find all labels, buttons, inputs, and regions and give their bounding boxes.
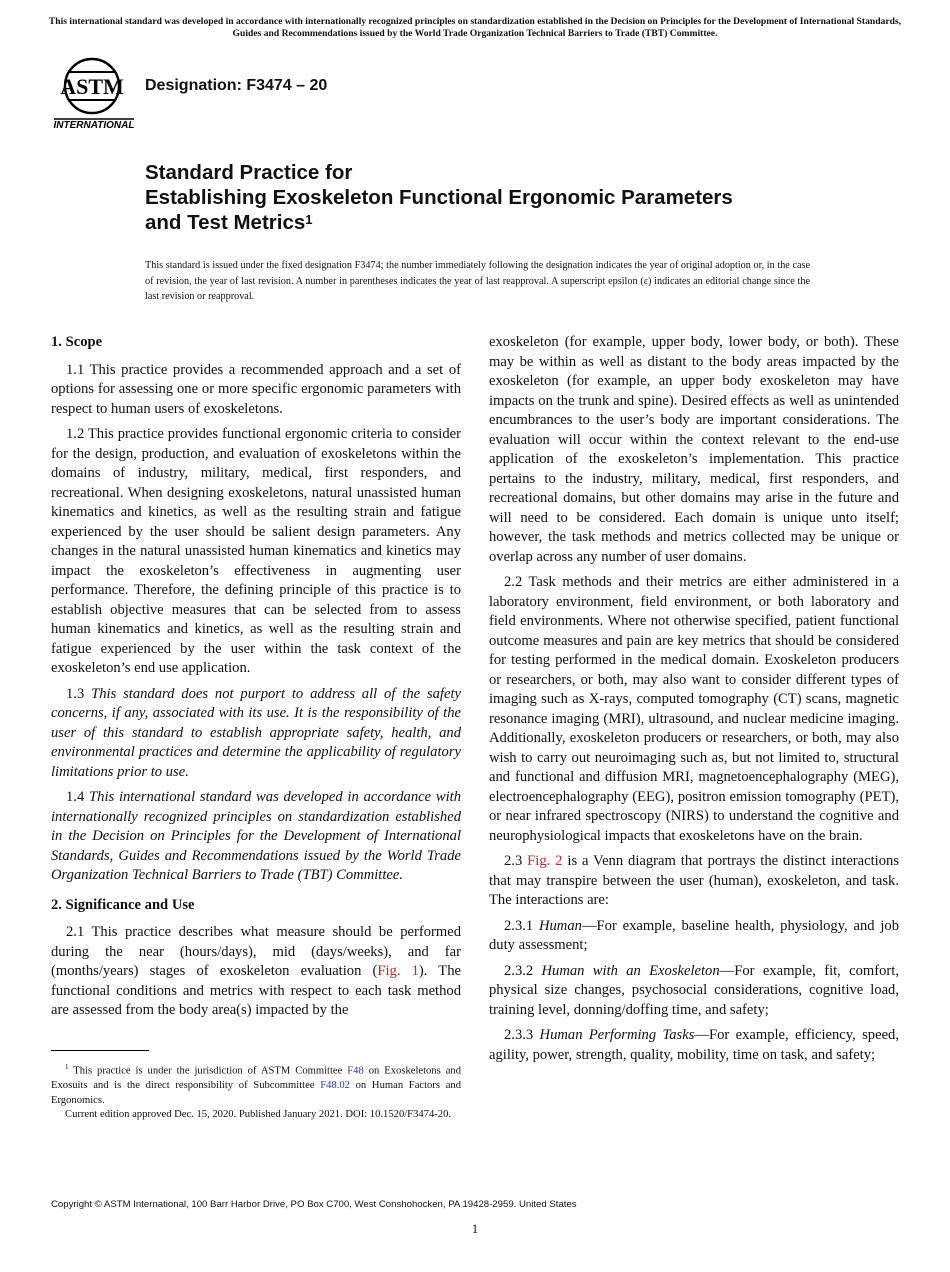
title-line-3: and Test Metrics [145,211,306,234]
para-1-4-number: 1.4 [66,789,85,805]
para-2-3-1 [489,917,899,956]
footnote-text-3: on Human Factors and Ergonomics. [51,1080,461,1106]
para-2-1 [51,923,461,1021]
copyright-notice: Copyright © ASTM International, 100 Barr Harbor Drive, PO Box C700, West Conshohocken, PA 19428-2959. United States [51,1199,577,1210]
para-2-1-text-b: ). The functional conditions and metrics with respect to each task method are assessed from the body area(s) impacted by the [51,963,461,1018]
para-2-3-1-number: 2.3.1 [504,917,539,934]
document-title [145,160,845,235]
footnote-divider [51,1050,149,1051]
footnote-jurisdiction [51,1060,461,1108]
footnote-mark: 1 [65,1063,69,1071]
preamble: This standard is issued under the fixed designation F3474; the number immediately following the designation indicates the year of original adoption or, in the case of revision, the year of last revision. A number in parentheses indicates the year of last reapproval. A superscript epsilon (ε) indicates an editorial change since the last revision or reapproval. [145,260,810,303]
title-line-1: Standard Practice for [145,161,353,184]
para-2-3-1-text: —For example, baseline health, physiology, and job duty assessment; [489,917,899,953]
para-1-3-text: This standard does not purport to address all of the safety concerns, if any, associated with its use. It is the responsibility of the user of this standard to establish appropriate safety, health, and environmental practices and determine the applicability of regulatory limitations prior to use. [51,685,461,780]
para-2-3-3-term: Human Performing Tasks [539,1027,695,1043]
para-2-3-2-term: Human with an Exoskeleton [541,962,720,979]
tbt-banner: This international standard was developed in accordance with internationally recognized principles on standardization established in the Decision on Principles for the Development of International Standards, Guides and Recommendations issued by the World Trade Organization Technical Barriers to Trade (TBT) Committee. [48,16,902,39]
footnote [51,1060,461,1123]
para-2-1-continued: exoskeleton (for example, upper body, lower body, or both). These may be within as well as distant to the body areas impacted by the exoskeleton (for example, an upper body exoskeleton may have impacts on the trunk and spine). Desired effects as well as unintended encumbrances to the user’s body are important considerations. The evaluation will occur within the context relevant to the end-use application of the exoskeleton’s implementation. This practice pertains to the industry, military, medical, first responders, and recreational domains, but other domains may arise in the future and will need to be considered. Each domain is unique unto itself; however, the task methods and metrics collected may be unique or overlap across any number of user domains. [489,334,899,565]
page-number: 1 [471,1222,479,1236]
committee-f48-link[interactable]: F48 [347,1065,364,1077]
designation: Designation: F3474 – 20 [145,77,328,94]
para-2-3-2-text: —For example, fit, comfort, physical size changes, psychosocial considerations, cognitive load, training level, donning/doffing time, and safety; [489,962,899,1018]
footnote-text-2: on Exoskeletons and Exosuits and is the direct responsibility of Subcommittee [51,1065,462,1092]
section-1-heading: 1. Scope [51,334,103,350]
fig-1-link[interactable]: Fig. 1 [377,963,419,979]
para-2-3 [489,852,899,911]
para-1-3-number: 1.3 [66,685,85,702]
para-2-3-number: 2.3 [504,853,528,869]
para-1-3 [51,685,461,783]
right-column [489,333,899,1071]
svg-text:ASTM: ASTM [60,74,124,99]
title-line-2: Establishing Exoskeleton Functional Ergonomic Parameters [145,186,733,209]
fig-2-link[interactable]: Fig. 2 [527,853,563,869]
subcommittee-f48-02-link[interactable]: F48.02 [320,1080,350,1092]
para-1-4 [51,788,461,886]
para-2-3-3-text: —For example, efficiency, speed, agility, power, strength, quality, mobility, time on task, and safety; [489,1027,899,1063]
para-2-3-3 [489,1026,899,1065]
para-2-3-2-number: 2.3.2 [504,962,542,979]
para-1-4-text: This international standard was developed in accordance with internationally recognized principles on standardization established in the Decision on Principles for the Development of International Standards, Guides and Recommendations issued by the World Trade Organization Technical Barriers to Trade (TBT) Committee. [51,789,462,883]
para-2-1-text-a: 2.1 This practice describes what measure should be performed during the near (hours/days), mid (days/weeks), and far (months/years) stages of exoskeleton evaluation ( [51,924,461,979]
para-2-3-1-term: Human [538,917,582,934]
svg-text:INTERNATIONAL: INTERNATIONAL [53,120,135,131]
para-2-3-3-number: 2.3.3 [504,1027,540,1043]
footnote-edition: Current edition approved Dec. 15, 2020. Published January 2021. DOI: 10.1520/F3474-20. [65,1109,452,1121]
para-2-2: 2.2 Task methods and their metrics are either administered in a laboratory environment, field environment, or both laboratory and field environments. Where not otherwise specified, patient functional outcome measures and pain are key metrics that should be considered for testing performed in the medical domain. Exoskeleton producers or researchers, or both, may also want to consider different types of imaging such as X-rays, computed tomography (CT) scans, magnetic resonance imaging (MRI), ultrasound, and nuclear medicine imaging. Additionally, exoskeleton producers or researchers, or both, may also wish to carry out neuroimaging such as, but not limited to, structural and functional and diffusion MRI, magnetoencephalography (MEG), electroencephalography (EEG), positron emission tomography (PET), or near infrared spectroscopy (NIRS) to understand the cognitive and neurophysiological impacts that exoskeletons have on the brain. [489,574,899,844]
footnote-text-1: This practice is under the jurisdiction of ASTM Committee [68,1065,348,1077]
title-footnote-mark: 1 [305,212,313,227]
para-2-3-2 [489,962,899,1021]
left-column [51,333,461,1027]
para-1-2: 1.2 This practice provides functional ergonomic criteria to consider for the design, production, and evaluation of exoskeletons within the domains of industry, military, medical, first responders, and recreational. When designing exoskeletons, natural unassisted human kinematics and kinetics, as well as the resulting strain and fatigue experienced by the user should be salient design parameters. Any changes in the natural unassisted human kinematics and kinetics may impact the exoskeleton’s effectiveness in augmenting user performance. Therefore, the defining principle of this practice is to establish objective measures that can be selected from to assess human kinematics and kinetics, as well as the resulting strain and fatigue experienced by the user within the task context of the exoskeleton’s end use application. [51,426,461,676]
astm-logo [52,56,136,132]
para-1-1: 1.1 This practice provides a recommended approach and a set of options for assessing one or more specific ergonomic parameters with respect to human users of exoskeletons. [51,361,461,417]
para-2-3-text: is a Venn diagram that portrays the distinct interactions that may transpire between the user (human), exoskeleton, and task. The interactions are: [489,853,899,908]
section-2-heading: 2. Significance and Use [51,896,195,913]
